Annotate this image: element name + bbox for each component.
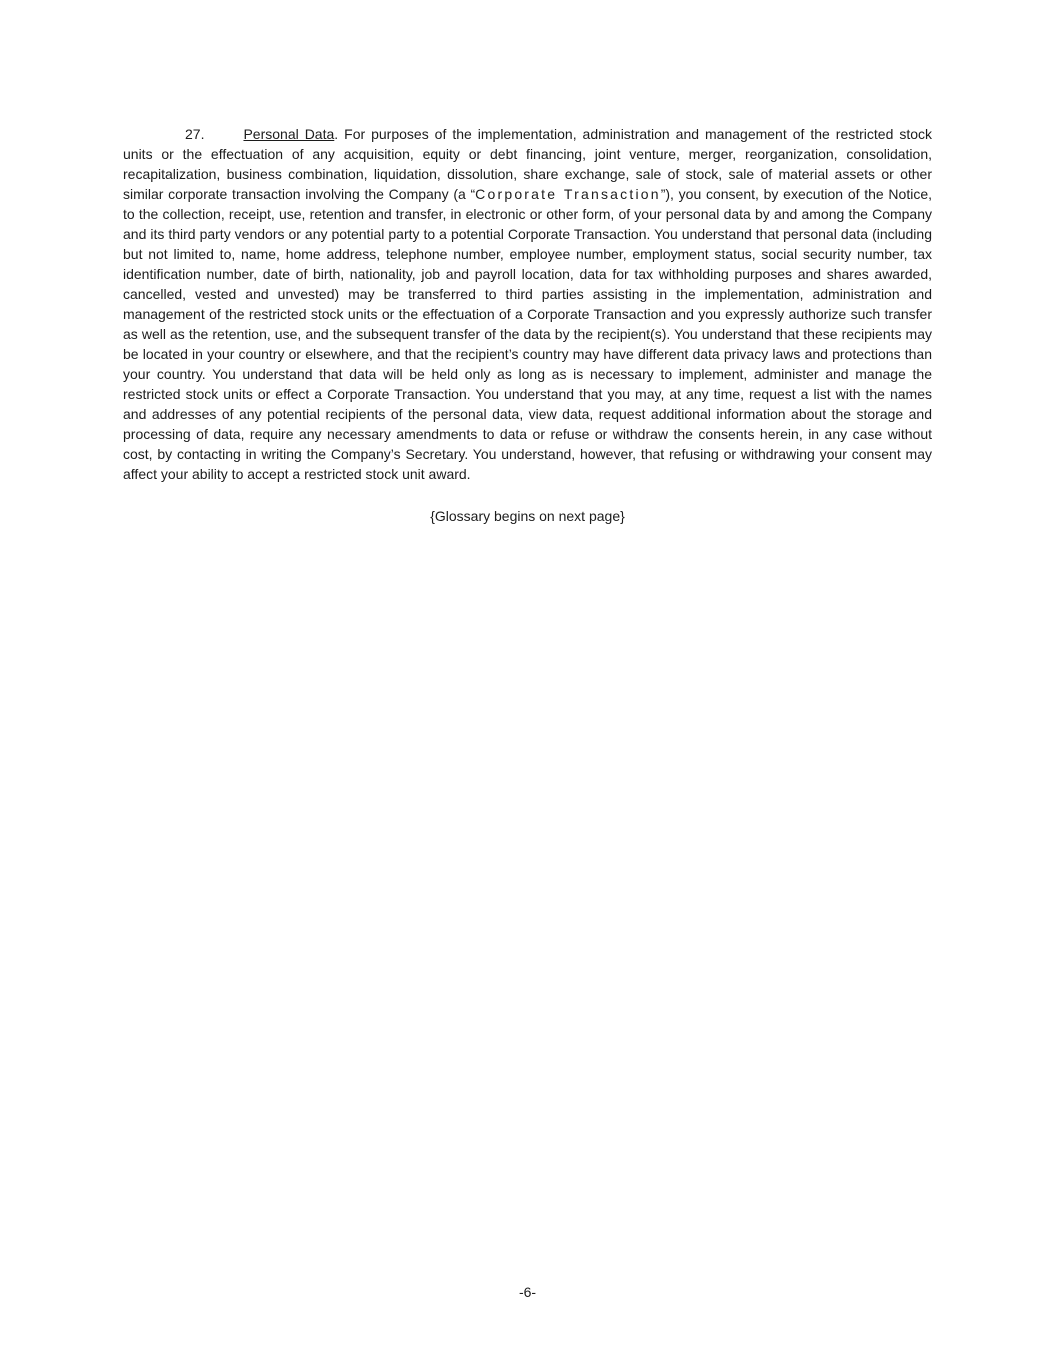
- body-text-after-term: ”), you consent, by execution of the Notice, to the collection, receipt, use, retention and transfer, in electronic or other form, of your personal data by and among the Company and its third party vendors or any potential party to a potential Corporate Transaction. You understand that personal data (including but not limited to, name, home address, telephone number, employee number, employment status, social security number, tax identification number, date of birth, nationality, job and payroll location, data for tax withholding purposes and shares awarded, cancelled, vested and unvested) may be transferred to third parties assisting in the implementation, administration and management of the restricted stock units or the effectuation of a Corporate Transaction and you expressly authorize such transfer as well as the retention, use, and the subsequent transfer of the data by the recipient(s). You understand that these recipients may be located in your country or elsewhere, and that the recipient’s country may have different data privacy laws and protections than your country. You understand that data will be held only as long as is necessary to implement, administer and manage the restricted stock units or effect a Corporate Transaction. You understand that you may, at any time, request a list with the names and addresses of any potential recipients of the personal data, view data, request additional information about the storage and processing of data, require any necessary amendments to data or refuse or withdraw the consents herein, in any case without cost, by contacting in writing the Company’s Secretary. You understand, however, that refusing or withdrawing your consent may affect your ability to accept a restricted stock unit award.: [123, 186, 932, 482]
- section-heading: Personal Data: [243, 126, 335, 142]
- body-text-before-term: . For purposes of the implementation, administration and management of the restricted stock units or the effectuation of any acquisition, equity or debt financing, joint venture, merger, reorganization, consolidation, recapitalization, business combination, liquidation, dissolution, share exchange, sale of stock, sale of material assets or other similar corporate transaction involving the Company (a “: [123, 126, 932, 202]
- section-number: 27.: [185, 126, 205, 142]
- paragraph-27: [123, 124, 932, 484]
- document-content: [123, 124, 932, 526]
- defined-term: Corporate Transaction: [475, 186, 661, 202]
- page-number: -6-: [518, 1284, 537, 1300]
- glossary-note: {Glossary begins on next page}: [430, 508, 625, 524]
